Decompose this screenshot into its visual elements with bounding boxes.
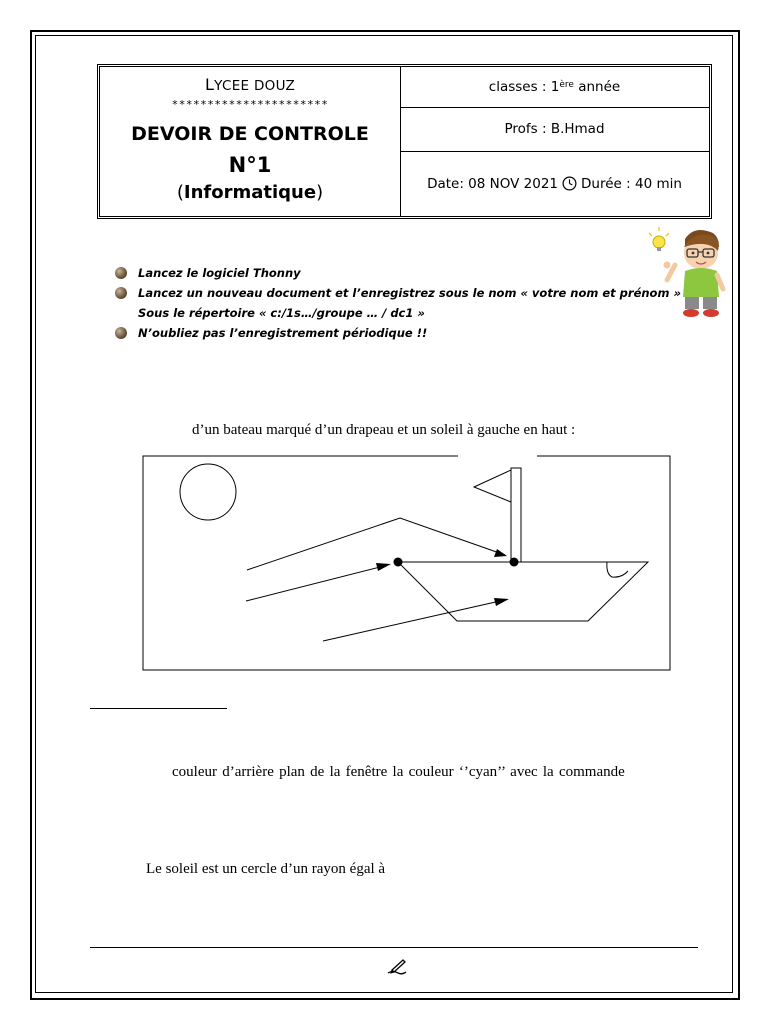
hull-mast-point — [510, 558, 519, 567]
section-separator — [90, 708, 227, 709]
classes-sup: ère — [559, 80, 574, 90]
arrowhead-1 — [494, 549, 507, 557]
exam-number: N°1 — [228, 153, 272, 177]
school-name-rest: YCEE DOUZ — [214, 78, 296, 94]
subject-paren-close: ) — [316, 182, 324, 203]
boat-description-text: d’un bateau marqué d’un drapeau et un soleil à gauche en haut : — [192, 422, 576, 438]
subject-name: Informatique — [183, 182, 317, 203]
sun-circle — [180, 464, 236, 520]
arrowhead-2 — [376, 563, 391, 571]
background-color-text: couleur d’arrière plan de la fenêtre la couleur ‘’cyan’’ avec la commande — [172, 764, 625, 780]
hull-angle-arc — [607, 562, 628, 577]
exam-title: DEVOIR DE CONTROLE — [131, 123, 369, 145]
instruction-text: Sous le répertoire « c:/1s…/groupe … / dc1 » — [138, 306, 425, 320]
profs-text: Profs : B.Hmad — [504, 121, 605, 137]
duree-text: Durée : 40 min — [581, 175, 682, 192]
writing-hand-icon — [386, 958, 408, 976]
sun-radius-text: Le soleil est un cercle d’un rayon égal à — [146, 861, 386, 877]
diagram-frame — [143, 456, 670, 670]
flag-triangle — [474, 470, 511, 502]
boat-hull — [398, 562, 648, 621]
arrow-line-2 — [246, 566, 384, 601]
footer-line — [90, 947, 698, 948]
flag-mast — [511, 468, 521, 562]
stars-separator: ********************** — [171, 98, 329, 111]
classes-suffix: année — [573, 79, 621, 95]
classes-prefix: classes : 1 — [488, 79, 560, 95]
date-text: Date: 08 NOV 2021 — [427, 175, 559, 192]
hull-left-point — [394, 558, 403, 567]
arrowhead-3 — [494, 598, 509, 606]
subject-paren-open: ( — [176, 182, 184, 203]
instruction-text: Lancez un nouveau document et l’enregistrez sous le nom « votre nom et prénom » — [138, 286, 681, 300]
instruction-text: Lancez le logiciel Thonny — [138, 266, 301, 280]
instruction-text: N’oubliez pas l’enregistrement périodique !! — [138, 326, 428, 340]
school-name-initial: L — [204, 75, 215, 94]
